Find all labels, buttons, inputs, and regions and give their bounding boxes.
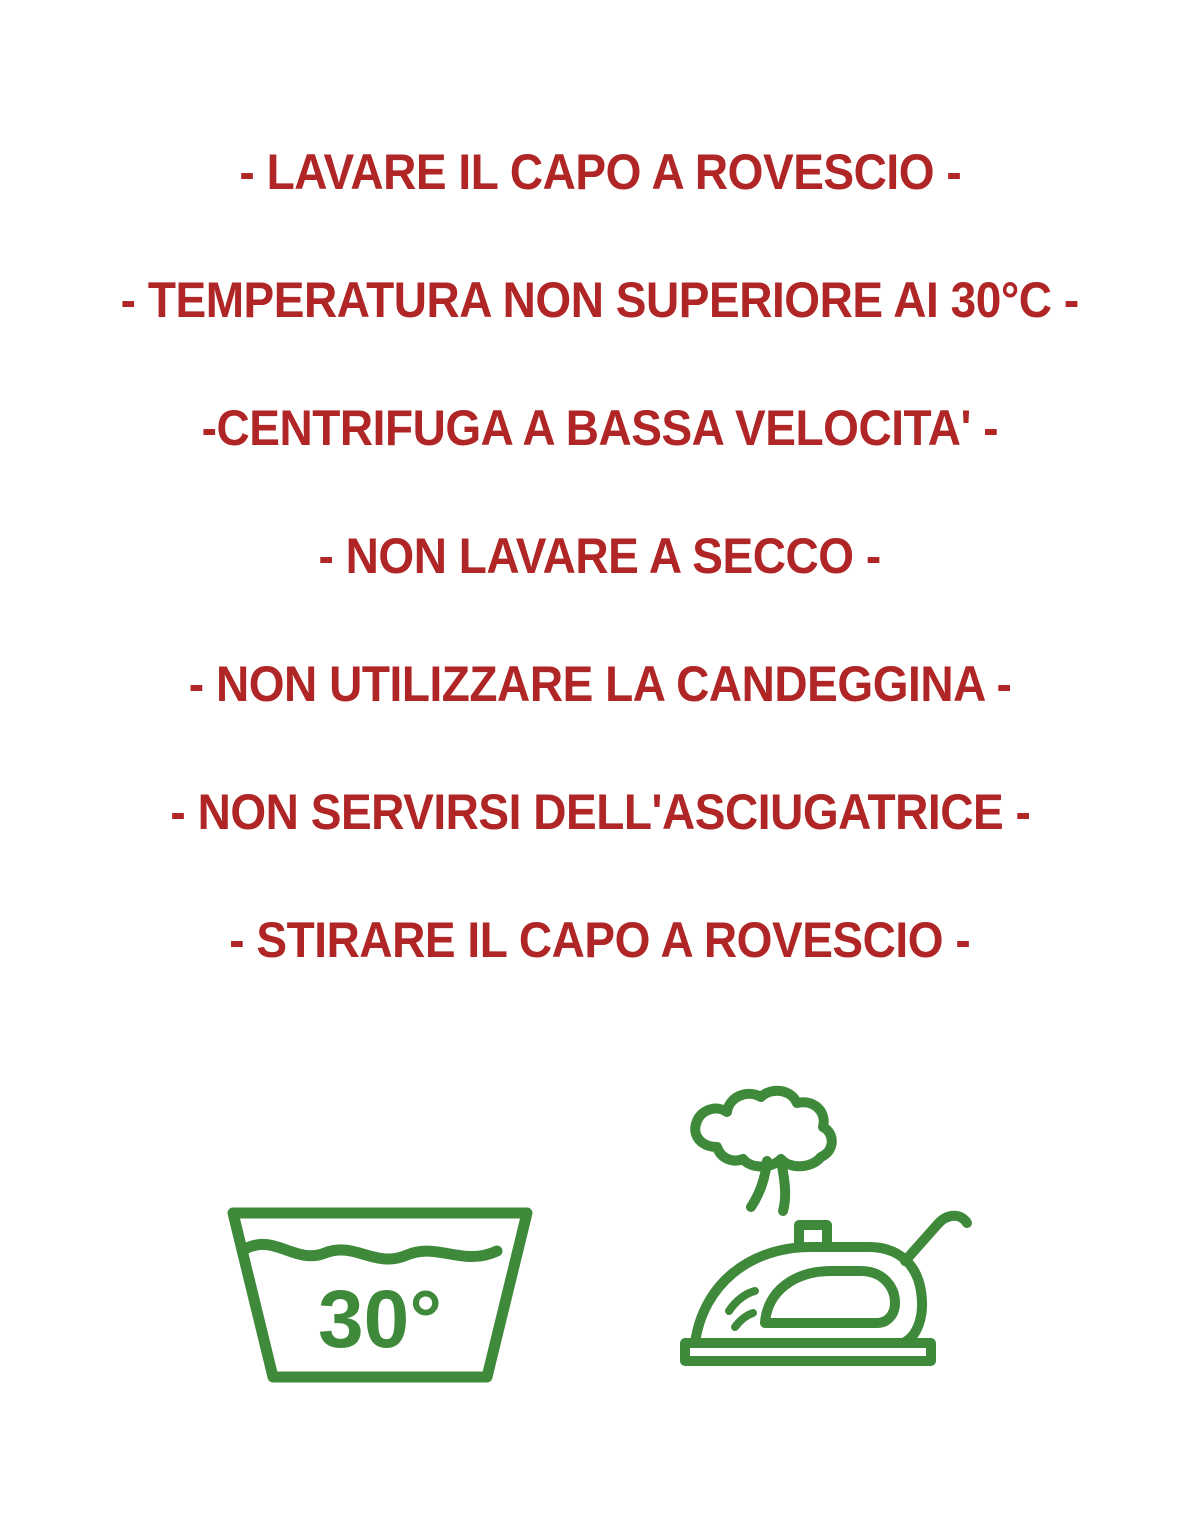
instruction-line: - NON SERVIRSI DELL'ASCIUGATRICE - xyxy=(170,784,1030,840)
wash-temp-label: 30° xyxy=(317,1274,443,1365)
instruction-line: - STIRARE IL CAPO A ROVESCIO - xyxy=(229,912,971,968)
wash-tub-30-icon xyxy=(215,1195,545,1395)
wash-symbol-container xyxy=(215,1195,545,1395)
iron-symbol-container xyxy=(655,1085,985,1395)
instruction-line: - NON LAVARE A SECCO - xyxy=(318,528,882,584)
steam-iron-icon xyxy=(655,1085,985,1395)
instruction-line: - NON UTILIZZARE LA CANDEGGINA - xyxy=(188,656,1012,712)
care-symbol-row xyxy=(0,1085,1200,1395)
instruction-line: - TEMPERATURA NON SUPERIORE AI 30°C - xyxy=(120,272,1080,328)
instruction-line: -CENTRIFUGA A BASSA VELOCITA' - xyxy=(201,400,999,456)
instruction-line: - LAVARE IL CAPO A ROVESCIO - xyxy=(239,144,961,200)
